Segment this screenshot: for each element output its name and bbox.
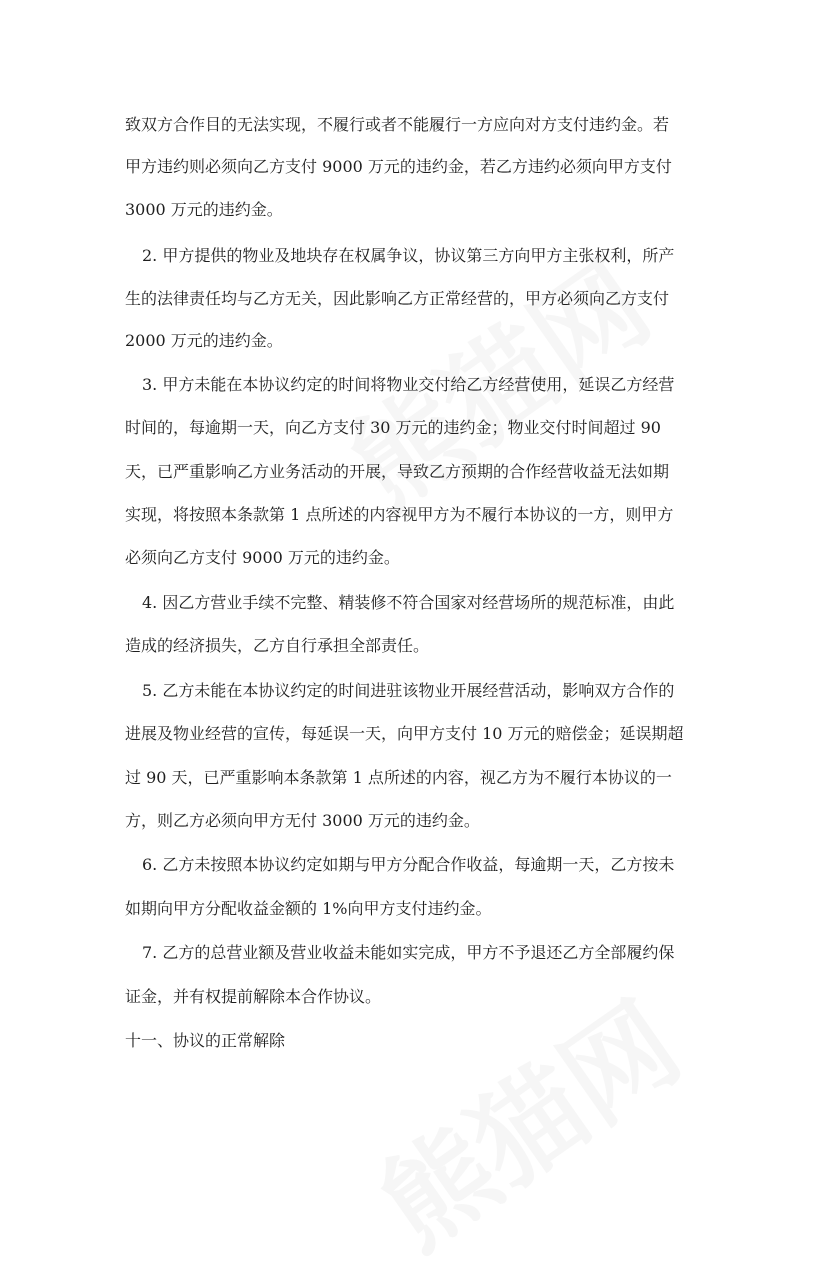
clause-7-line: 7. 乙方的总营业额及营业收益未能如实完成，甲方不予退还乙方全部履约保 xyxy=(142,943,675,962)
paragraph-line: 造成的经济损失，乙方自行承担全部责任。 xyxy=(125,636,430,655)
paragraph-line: 甲方违约则必须向乙方支付 9000 万元的违约金，若乙方违约必须向甲方支付 xyxy=(125,157,672,176)
paragraph-line: 致双方合作目的无法实现，不履行或者不能履行一方应向对方支付违约金。若 xyxy=(125,115,670,134)
clause-6-line: 6. 乙方未按照本协议约定如期与甲方分配合作收益，每逾期一天，乙方按未 xyxy=(142,855,675,874)
paragraph-line: 如期向甲方分配收益金额的 1%向甲方支付违约金。 xyxy=(125,899,492,918)
paragraph-line: 方，则乙方必须向甲方无付 3000 万元的违约金。 xyxy=(125,811,480,830)
clause-4-line: 4. 因乙方营业手续不完整、精装修不符合国家对经营场所的规范标准，由此 xyxy=(142,593,675,612)
paragraph-line: 进展及物业经营的宣传，每延误一天，向甲方支付 10 万元的赔偿金；延误期超 xyxy=(125,724,684,743)
paragraph-line: 天，已严重影响乙方业务活动的开展，导致乙方预期的合作经营收益无法如期 xyxy=(125,462,670,481)
paragraph-line: 生的法律责任均与乙方无关，因此影响乙方正常经营的，甲方必须向乙方支付 xyxy=(125,289,670,308)
clause-5-line: 5. 乙方未能在本协议约定的时间进驻该物业开展经营活动，影响双方合作的 xyxy=(142,681,675,700)
clause-2-line: 2. 甲方提供的物业及地块存在权属争议，协议第三方向甲方主张权利，所产 xyxy=(142,246,675,265)
paragraph-line: 必须向乙方支付 9000 万元的违约金。 xyxy=(125,548,400,567)
paragraph-line: 3000 万元的违约金。 xyxy=(125,200,283,219)
paragraph-line: 2000 万元的违约金。 xyxy=(125,331,283,350)
section-heading: 十一、协议的正常解除 xyxy=(125,1031,286,1050)
paragraph-line: 证金，并有权提前解除本合作协议。 xyxy=(125,987,382,1006)
paragraph-line: 时间的，每逾期一天，向乙方支付 30 万元的违约金；物业交付时间超过 90 xyxy=(125,418,661,437)
paragraph-line: 实现，将按照本条款第 1 点所述的内容视甲方为不履行本协议的一方，则甲方 xyxy=(125,505,674,524)
paragraph-line: 过 90 天，已严重影响本条款第 1 点所述的内容，视乙方为不履行本协议的一 xyxy=(125,768,672,787)
clause-3-line: 3. 甲方未能在本协议约定的时间将物业交付给乙方经营使用，延误乙方经营 xyxy=(142,375,675,394)
